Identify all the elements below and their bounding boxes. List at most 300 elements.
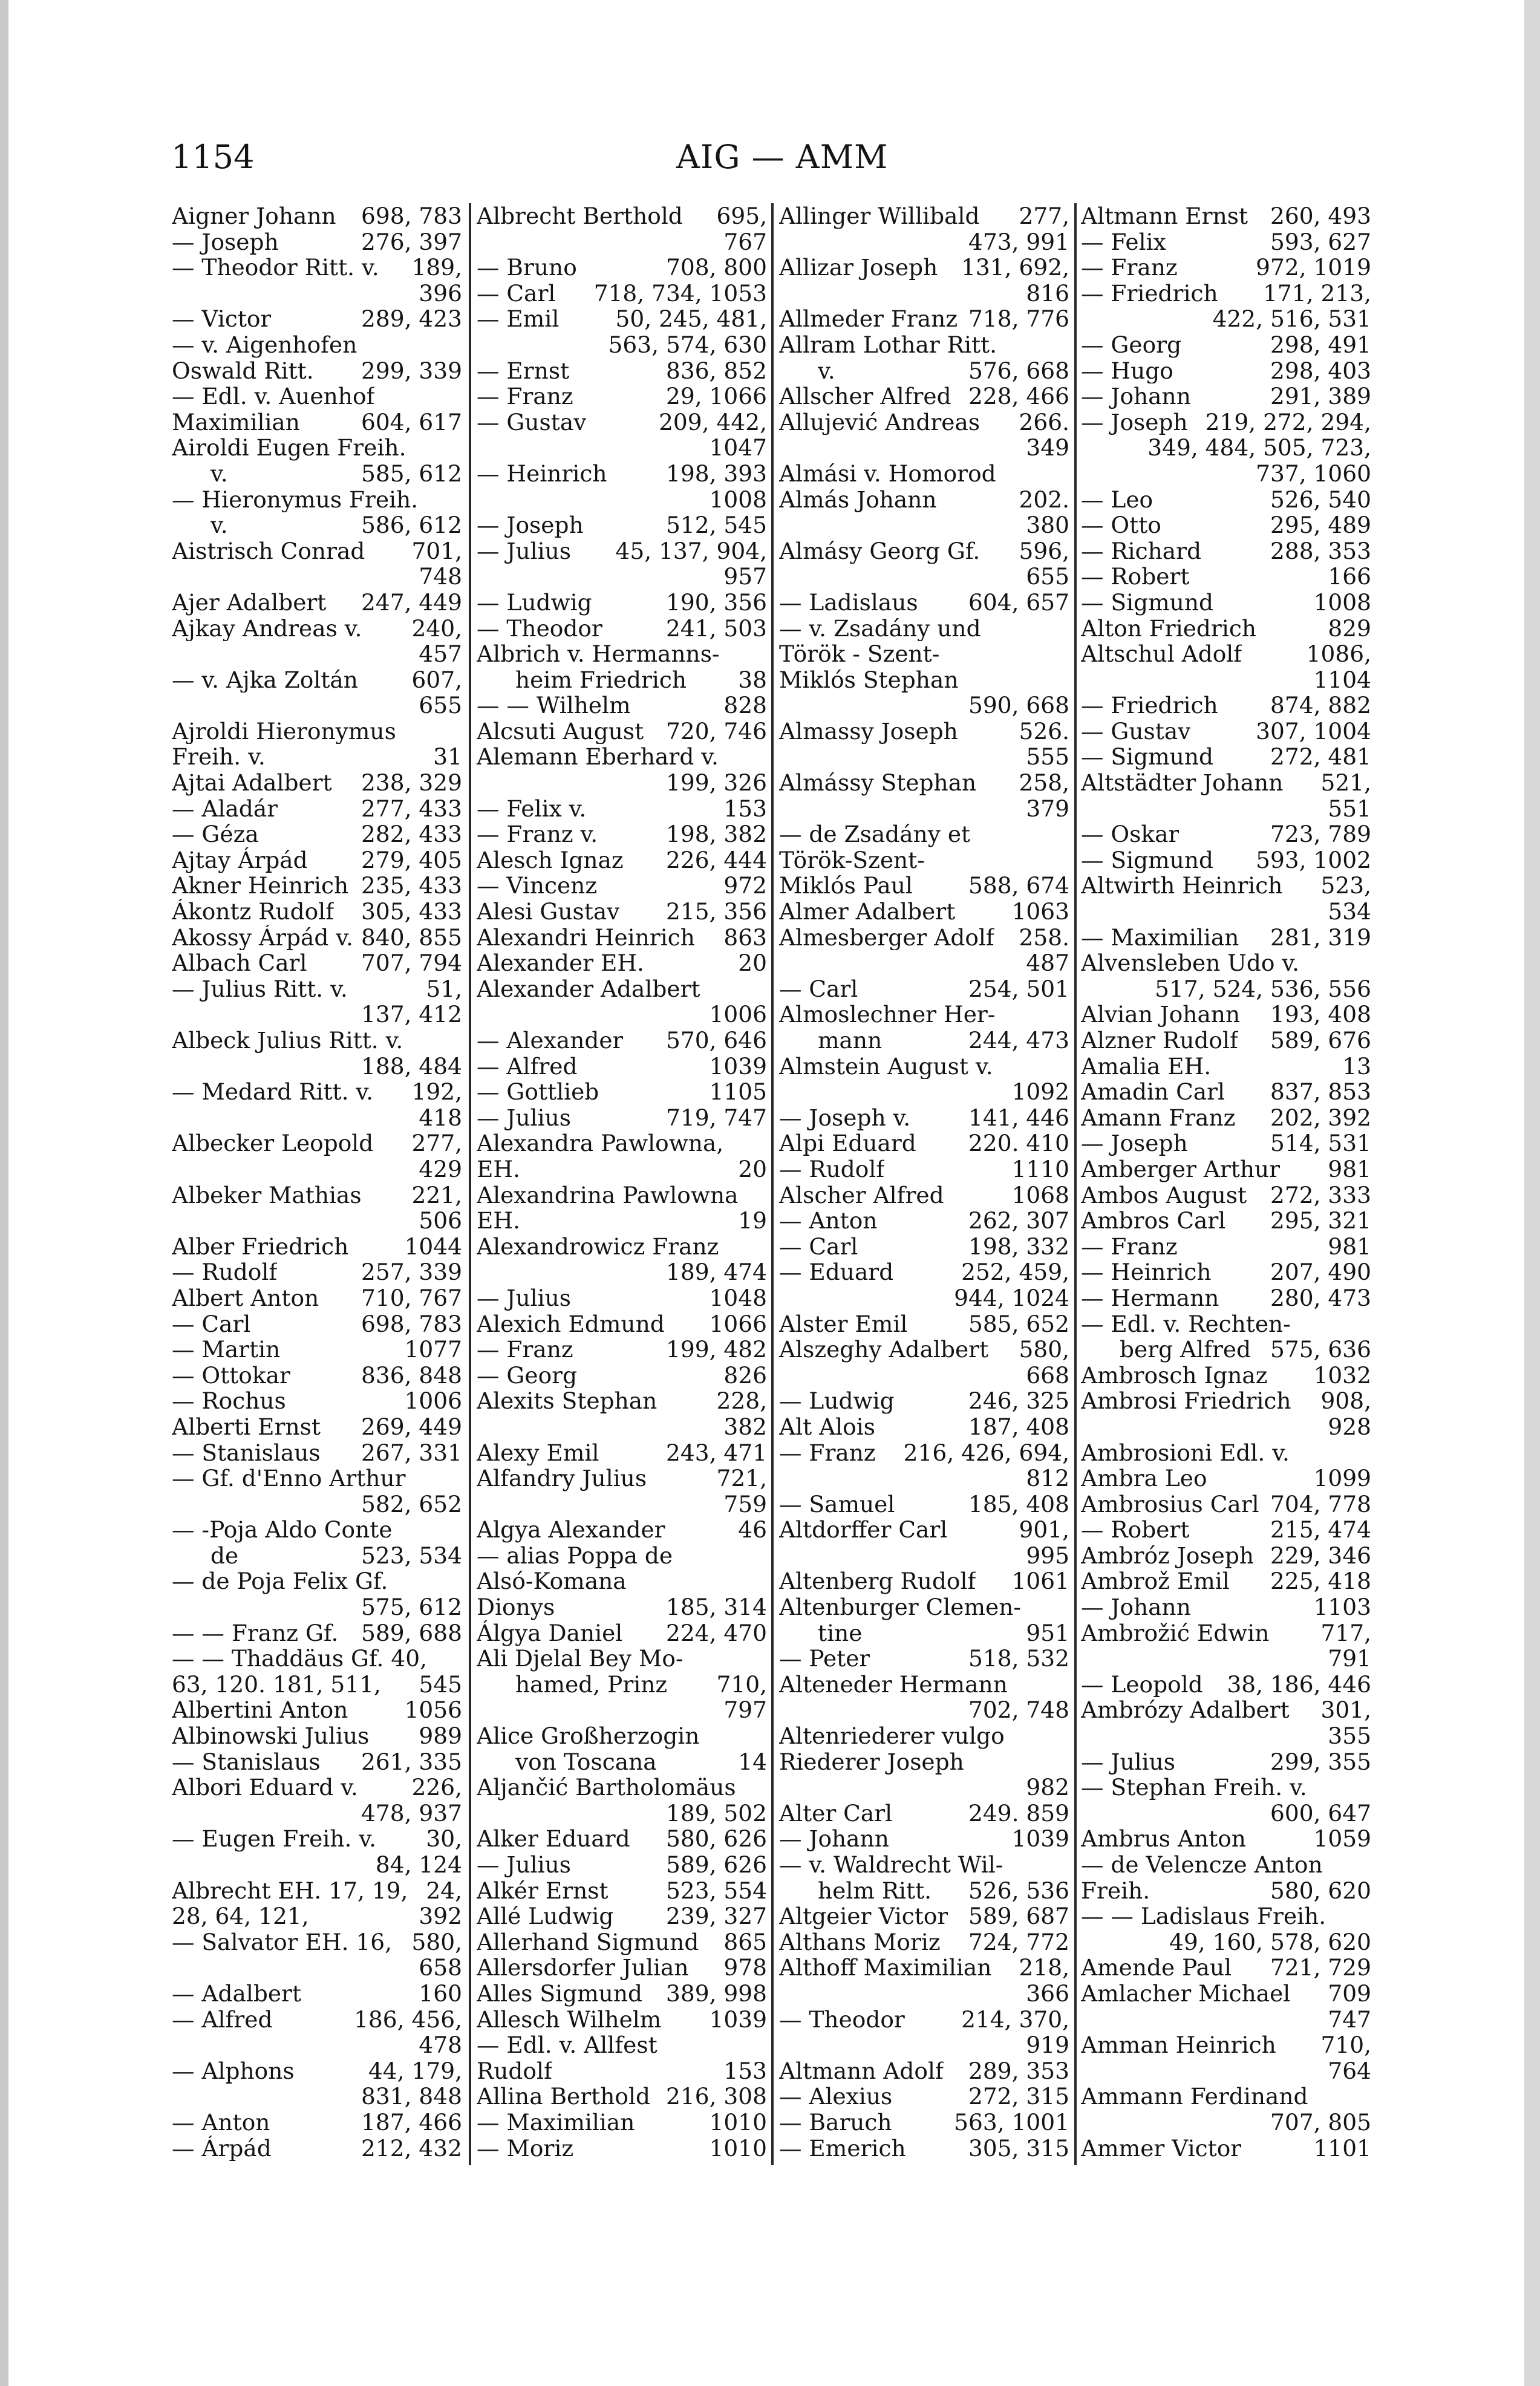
entry-page-refs: 355	[1328, 1723, 1371, 1749]
entry-name: Albrecht EH. 17, 19,	[172, 1877, 408, 1904]
entry-page-refs: 252, 459,	[961, 1259, 1069, 1285]
entry-page-refs: 50, 245, 481,	[615, 306, 767, 332]
entry-name: — — Wilhelm	[477, 693, 631, 719]
entry-name: Ammer Victor	[1081, 2135, 1242, 2162]
entry-name: Ambrožić Edwin	[1081, 1620, 1270, 1646]
index-entry	[1081, 1363, 1371, 1389]
index-entry	[779, 1646, 1069, 1672]
entry-page-refs: 829	[1328, 615, 1371, 642]
entry-name: — Moriz	[477, 2135, 574, 2162]
entry-name: — Friedrich	[1081, 693, 1218, 719]
entry-page-refs: 1110	[1011, 1156, 1069, 1182]
index-entry	[477, 693, 767, 719]
entry-name: — Heinrich	[1081, 1259, 1212, 1285]
entry-page-refs: 708, 800	[666, 255, 767, 281]
index-entry	[477, 1079, 767, 1105]
index-entry	[1081, 976, 1371, 1002]
entry-page-refs: 299, 339	[361, 357, 462, 384]
entry-page-refs: 575, 612	[361, 1594, 462, 1620]
entry-name: — Ludwig	[477, 589, 592, 616]
index-entry	[172, 1749, 462, 1775]
entry-name: — Eduard	[779, 1259, 894, 1285]
entry-name: Alcsuti August	[477, 718, 644, 745]
entry-name: Amlacher Michael	[1081, 1980, 1291, 2007]
index-entry	[1081, 2032, 1371, 2058]
index-entry	[779, 796, 1069, 822]
entry-page-refs: 20	[738, 950, 767, 976]
index-entry	[1081, 1903, 1371, 1929]
entry-name: — Gf. d'Enno Arthur	[172, 1465, 406, 1491]
entry-name: Alvensleben Udo v.	[1081, 950, 1300, 976]
index-entry	[172, 1028, 462, 1054]
entry-page-refs: 589, 626	[666, 1852, 767, 1878]
entry-page-refs: 1032	[1313, 1362, 1371, 1389]
index-entry	[1081, 1543, 1371, 1569]
entry-page-refs: 526, 540	[1270, 486, 1371, 513]
entry-name: — Vincenz	[477, 873, 598, 899]
entry-name: berg Alfred	[1120, 1337, 1251, 1363]
entry-name: Ajer Adalbert	[172, 589, 327, 616]
entry-name: — Edl. v. Allfest	[477, 2032, 657, 2058]
entry-name: — Edl. v. Auenhof	[172, 383, 375, 409]
index-entry	[779, 1156, 1069, 1182]
index-entry	[779, 1259, 1069, 1285]
entry-page-refs: 380	[1026, 512, 1069, 538]
index-entry	[1081, 1749, 1371, 1775]
entry-page-refs: 512, 545	[666, 512, 767, 538]
entry-name: Ambos August	[1081, 1182, 1247, 1208]
entry-page-refs: 981	[1328, 1233, 1371, 1260]
index-entry	[779, 538, 1069, 564]
entry-name: — Adalbert	[172, 1980, 302, 2007]
index-entry	[1081, 564, 1371, 590]
index-entry	[172, 1517, 462, 1543]
index-entry	[1081, 2058, 1371, 2084]
entry-page-refs: 1059	[1313, 1826, 1371, 1852]
index-entry	[779, 358, 1069, 384]
entry-page-refs: 701,	[411, 538, 462, 564]
index-entry	[477, 435, 767, 461]
entry-page-refs: 865	[723, 1929, 767, 1955]
entry-page-refs: 555	[1026, 744, 1069, 771]
index-entry	[1081, 1208, 1371, 1234]
entry-name: — Edl. v. Rechten-	[1081, 1311, 1291, 1337]
index-entry	[1081, 358, 1371, 384]
entry-page-refs: 301,	[1320, 1697, 1371, 1724]
entry-name: Almoslechner Her-	[779, 1002, 996, 1028]
index-entry	[172, 358, 462, 384]
entry-page-refs: 215, 356	[666, 899, 767, 925]
index-entry	[477, 1156, 767, 1182]
entry-name: Alesi Gustav	[477, 899, 620, 925]
entry-page-refs: 717,	[1320, 1620, 1371, 1646]
index-entry	[1081, 1054, 1371, 1080]
index-entry	[1081, 1697, 1371, 1723]
index-entry	[477, 487, 767, 513]
entry-name: — Heinrich	[477, 460, 607, 487]
entry-page-refs: 166	[1328, 564, 1371, 590]
index-entry	[477, 1852, 767, 1878]
entry-page-refs: 1068	[1011, 1182, 1069, 1208]
entry-page-refs: 366	[1026, 1980, 1069, 2007]
index-entry	[779, 306, 1069, 332]
index-entry	[477, 1594, 767, 1620]
index-entry	[779, 1543, 1069, 1569]
entry-name: Ambrosch Ignaz	[1081, 1362, 1268, 1389]
entry-name: — Leopold	[1081, 1671, 1203, 1698]
entry-page-refs: 189, 474	[666, 1259, 767, 1285]
entry-name: Álgya Daniel	[477, 1620, 623, 1646]
index-entry	[779, 512, 1069, 538]
index-entry	[477, 744, 767, 770]
index-entry	[1081, 1672, 1371, 1698]
entry-page-refs: 295, 489	[1270, 512, 1371, 538]
entry-page-refs: 289, 423	[361, 306, 462, 332]
entry-name: von Toscana	[515, 1749, 657, 1775]
index-entry	[1081, 409, 1371, 435]
entry-page-refs: 707, 794	[361, 950, 462, 976]
index-entry	[1081, 770, 1371, 796]
index-entry	[172, 1182, 462, 1208]
entry-page-refs: 272, 315	[968, 2084, 1069, 2110]
index-entry	[477, 383, 767, 409]
entry-name: Almássy Stephan	[779, 770, 977, 796]
entry-name: helm Ritt.	[818, 1877, 932, 1904]
index-entry	[172, 2136, 462, 2162]
entry-page-refs: 198, 332	[968, 1233, 1069, 1260]
entry-page-refs: 604, 657	[968, 589, 1069, 616]
index-entry	[779, 616, 1069, 642]
entry-page-refs: 13	[1342, 1053, 1371, 1080]
entry-name: Algya Alexander	[477, 1517, 665, 1543]
index-entry	[779, 1028, 1069, 1054]
index-entry	[477, 2110, 767, 2136]
entry-page-refs: 764	[1328, 2058, 1371, 2084]
entry-name: — Robert	[1081, 564, 1190, 590]
entry-page-refs: 695,	[716, 203, 767, 229]
index-entry	[779, 693, 1069, 719]
entry-page-refs: 710,	[1320, 2032, 1371, 2058]
index-entry	[779, 1826, 1069, 1852]
entry-page-refs: 972	[723, 873, 767, 899]
index-entry	[779, 925, 1069, 951]
entry-name: — Rudolf	[779, 1156, 885, 1182]
entry-name: Albecker Leopold	[172, 1130, 374, 1156]
index-entry	[779, 1594, 1069, 1620]
index-entry	[477, 976, 767, 1002]
index-entry	[779, 1723, 1069, 1749]
index-entry	[477, 925, 767, 951]
entry-name: — Stephan Freih. v.	[1081, 1775, 1307, 1801]
index-entry	[1081, 925, 1371, 951]
entry-page-refs: 190, 356	[666, 589, 767, 616]
index-entry	[1081, 821, 1371, 847]
entry-name: — Friedrich	[1081, 280, 1218, 307]
entry-name: Dionys	[477, 1594, 555, 1620]
index-entry	[779, 821, 1069, 847]
entry-page-refs: 1008	[1313, 589, 1371, 616]
entry-page-refs: 192,	[411, 1079, 462, 1105]
index-entry	[172, 1568, 462, 1594]
index-entry	[1081, 461, 1371, 487]
entry-name: — Franz	[1081, 255, 1178, 281]
index-entry	[477, 1414, 767, 1440]
index-entry	[1081, 667, 1371, 693]
entry-page-refs: 272, 481	[1270, 744, 1371, 771]
entry-name: — Anton	[779, 1208, 878, 1234]
index-entry	[172, 590, 462, 616]
index-entry	[172, 1672, 462, 1698]
index-entry	[477, 1568, 767, 1594]
index-entry	[1081, 1620, 1371, 1646]
entry-name: — Alfred	[172, 2006, 273, 2033]
entry-page-refs: 534	[1328, 899, 1371, 925]
index-entry	[779, 1620, 1069, 1646]
index-entry	[1081, 2110, 1371, 2136]
entry-page-refs: 276, 397	[361, 229, 462, 255]
entry-name: Freih.	[1081, 1877, 1150, 1904]
entry-page-refs: 38	[738, 667, 767, 693]
entry-page-refs: 243, 471	[666, 1439, 767, 1466]
entry-name: Alexy Emil	[477, 1439, 599, 1466]
index-entry	[477, 899, 767, 925]
index-entry	[779, 2032, 1069, 2058]
index-entry	[477, 1363, 767, 1389]
index-entry	[172, 744, 462, 770]
index-entry	[779, 1337, 1069, 1363]
entry-name: v.	[818, 357, 835, 384]
index-entry	[172, 1054, 462, 1080]
index-entry	[779, 409, 1069, 435]
index-entry	[172, 770, 462, 796]
index-entry	[172, 1903, 462, 1929]
entry-page-refs: 240,	[411, 615, 462, 642]
entry-page-refs: 218,	[1019, 1955, 1069, 1981]
entry-name: Alexandrowicz Franz	[477, 1233, 719, 1260]
entry-name: 28, 64, 121,	[172, 1903, 309, 1929]
entry-name: — Theodor	[779, 2006, 905, 2033]
index-entry	[1081, 1801, 1371, 1827]
entry-page-refs: 379	[1026, 795, 1069, 822]
entry-name: — Johann	[1081, 383, 1191, 409]
entry-page-refs: 719, 747	[666, 1104, 767, 1131]
entry-page-refs: 266.	[1019, 409, 1069, 435]
index-entry	[477, 667, 767, 693]
entry-page-refs: 588, 674	[968, 873, 1069, 899]
entry-page-refs: 382	[723, 1413, 767, 1440]
entry-page-refs: 153	[723, 795, 767, 822]
index-entry	[1081, 1646, 1371, 1672]
entry-page-refs: 221,	[411, 1182, 462, 1208]
index-entry	[779, 564, 1069, 590]
entry-name: — Joseph	[477, 512, 584, 538]
entry-page-refs: 235, 433	[361, 873, 462, 899]
index-entry	[477, 2084, 767, 2110]
index-entry	[172, 1697, 462, 1723]
index-entry	[172, 461, 462, 487]
entry-name: Amadin Carl	[1081, 1079, 1225, 1105]
entry-name: — Carl	[477, 280, 556, 307]
entry-name: Alles Sigmund	[477, 1980, 642, 2007]
index-entry	[172, 1002, 462, 1028]
entry-name: Rudolf	[477, 2058, 552, 2084]
entry-page-refs: 521,	[1320, 770, 1371, 796]
index-entry	[477, 1311, 767, 1337]
entry-page-refs: 473, 991	[968, 229, 1069, 255]
index-entry	[477, 1826, 767, 1852]
entry-name: Akner Heinrich	[172, 873, 349, 899]
entry-page-refs: 267, 331	[361, 1439, 462, 1466]
entry-name: Almásy Georg Gf.	[779, 538, 980, 564]
entry-page-refs: 570, 646	[666, 1028, 767, 1054]
entry-name: Ajtay Árpád	[172, 847, 308, 873]
entry-name: Almesberger Adolf	[779, 924, 994, 951]
entry-name: Alkér Ernst	[477, 1877, 608, 1904]
index-entry	[779, 1208, 1069, 1234]
index-entry	[779, 1491, 1069, 1517]
entry-page-refs: 1010	[709, 2109, 767, 2136]
entry-name: — Bruno	[477, 255, 577, 281]
entry-page-refs: 840, 855	[361, 924, 462, 951]
index-entry	[1081, 1465, 1371, 1491]
entry-page-refs: 545	[419, 1671, 462, 1698]
entry-name: Alexich Edmund	[477, 1311, 665, 1337]
entry-page-refs: 226,	[411, 1775, 462, 1801]
index-entry	[779, 435, 1069, 461]
entry-name: — Franz	[779, 1439, 876, 1466]
entry-name: Allerhand Sigmund	[477, 1929, 699, 1955]
entry-name: — Baruch	[779, 2109, 892, 2136]
entry-page-refs: 791	[1328, 1646, 1371, 1672]
entry-page-refs: 429	[419, 1156, 462, 1182]
index-entry	[172, 1981, 462, 2007]
index-entry	[477, 1620, 767, 1646]
entry-name: Albach Carl	[172, 950, 307, 976]
entry-name: Aistrisch Conrad	[172, 538, 365, 564]
entry-name: — Sigmund	[1081, 744, 1213, 771]
entry-page-refs: 279, 405	[361, 847, 462, 873]
entry-name: — Salvator EH. 16,	[172, 1929, 393, 1955]
entry-name: — Emil	[477, 306, 560, 332]
entry-page-refs: 228, 466	[968, 383, 1069, 409]
entry-page-refs: 586, 612	[361, 512, 462, 538]
index-entry	[779, 203, 1069, 229]
index-entry	[172, 229, 462, 255]
index-entry	[477, 1955, 767, 1981]
entry-name: Albeker Mathias	[172, 1182, 362, 1208]
entry-page-refs: 487	[1026, 950, 1069, 976]
index-column-4	[1081, 203, 1371, 2161]
entry-page-refs: 216, 426, 694,	[903, 1439, 1069, 1466]
index-entry	[1081, 744, 1371, 770]
entry-page-refs: 298, 491	[1270, 331, 1371, 358]
entry-page-refs: 919	[1026, 2032, 1069, 2058]
entry-page-refs: 874, 882	[1270, 693, 1371, 719]
entry-name: Alemann Eberhard v.	[477, 744, 719, 771]
index-entry	[779, 1568, 1069, 1594]
index-entry	[779, 950, 1069, 976]
entry-name: — Medard Ritt. v.	[172, 1079, 374, 1105]
entry-name: — Franz	[477, 1337, 573, 1363]
entry-name: — Alphons	[172, 2058, 295, 2084]
entry-page-refs: 1105	[709, 1079, 767, 1105]
entry-page-refs: 1077	[404, 1337, 462, 1363]
entry-page-refs: 607,	[411, 667, 462, 693]
index-entry	[172, 1543, 462, 1569]
entry-name: Almstein August v.	[779, 1053, 993, 1080]
entry-name: — Árpád	[172, 2135, 272, 2162]
entry-page-refs: 1063	[1011, 899, 1069, 925]
entry-name: Alexits Stephan	[477, 1388, 657, 1414]
entry-name: Ali Djelal Bey Mo-	[477, 1646, 684, 1672]
entry-page-refs: 349	[1026, 435, 1069, 461]
entry-name: Airoldi Eugen Freih.	[172, 435, 406, 461]
entry-name: EH.	[477, 1156, 520, 1182]
entry-name: — Julius	[477, 538, 571, 564]
entry-name: Török - Szent-	[779, 641, 940, 667]
index-entry	[779, 487, 1069, 513]
index-entry	[1081, 487, 1371, 513]
entry-page-refs: 767	[723, 229, 767, 255]
index-entry	[1081, 1259, 1371, 1285]
entry-page-refs: 1008	[709, 486, 767, 513]
entry-name: — Emerich	[779, 2135, 906, 2162]
entry-page-refs: 239, 327	[666, 1903, 767, 1929]
index-entry	[477, 538, 767, 564]
entry-name: mann	[818, 1028, 883, 1054]
entry-name: — Otto	[1081, 512, 1161, 538]
entry-name: — Oskar	[1081, 821, 1179, 847]
entry-page-refs: 229, 346	[1270, 1542, 1371, 1569]
entry-page-refs: 828	[723, 693, 767, 719]
index-entry	[477, 847, 767, 873]
entry-name: Ajkay Andreas v.	[172, 615, 362, 642]
entry-page-refs: 241, 503	[666, 615, 767, 642]
index-entry	[1081, 1182, 1371, 1208]
entry-name: — -Poja Aldo Conte	[172, 1517, 393, 1543]
entry-page-refs: 389, 998	[666, 1980, 767, 2007]
entry-page-refs: 718, 734, 1053	[593, 280, 767, 307]
entry-page-refs: 212, 432	[361, 2135, 462, 2162]
index-entry	[172, 564, 462, 590]
entry-name: Alpi Eduard	[779, 1130, 916, 1156]
entry-page-refs: 225, 418	[1270, 1568, 1371, 1595]
index-entry	[477, 2058, 767, 2084]
entry-name: — Leo	[1081, 486, 1153, 513]
index-entry	[172, 2032, 462, 2058]
entry-name: — Peter	[779, 1646, 870, 1672]
entry-page-refs: 199, 482	[666, 1337, 767, 1363]
index-entry	[477, 2136, 767, 2162]
entry-page-refs: 198, 393	[666, 460, 767, 487]
index-entry	[172, 925, 462, 951]
entry-page-refs: 604, 617	[361, 409, 462, 435]
entry-page-refs: 563, 1001	[954, 2109, 1069, 2136]
entry-page-refs: 199, 326	[666, 770, 767, 796]
index-entry	[1081, 383, 1371, 409]
entry-page-refs: 718, 776	[968, 306, 1069, 332]
entry-page-refs: 277, 433	[361, 795, 462, 822]
entry-page-refs: 575, 636	[1270, 1337, 1371, 1363]
entry-name: Ákontz Rudolf	[172, 899, 334, 925]
index-entry	[477, 2007, 767, 2033]
entry-page-refs: 392	[419, 1903, 462, 1929]
entry-page-refs: 1047	[709, 435, 767, 461]
index-entry	[779, 1697, 1069, 1723]
index-entry	[172, 2007, 462, 2033]
entry-name: — Rudolf	[172, 1259, 278, 1285]
entry-page-refs: 298, 403	[1270, 357, 1371, 384]
